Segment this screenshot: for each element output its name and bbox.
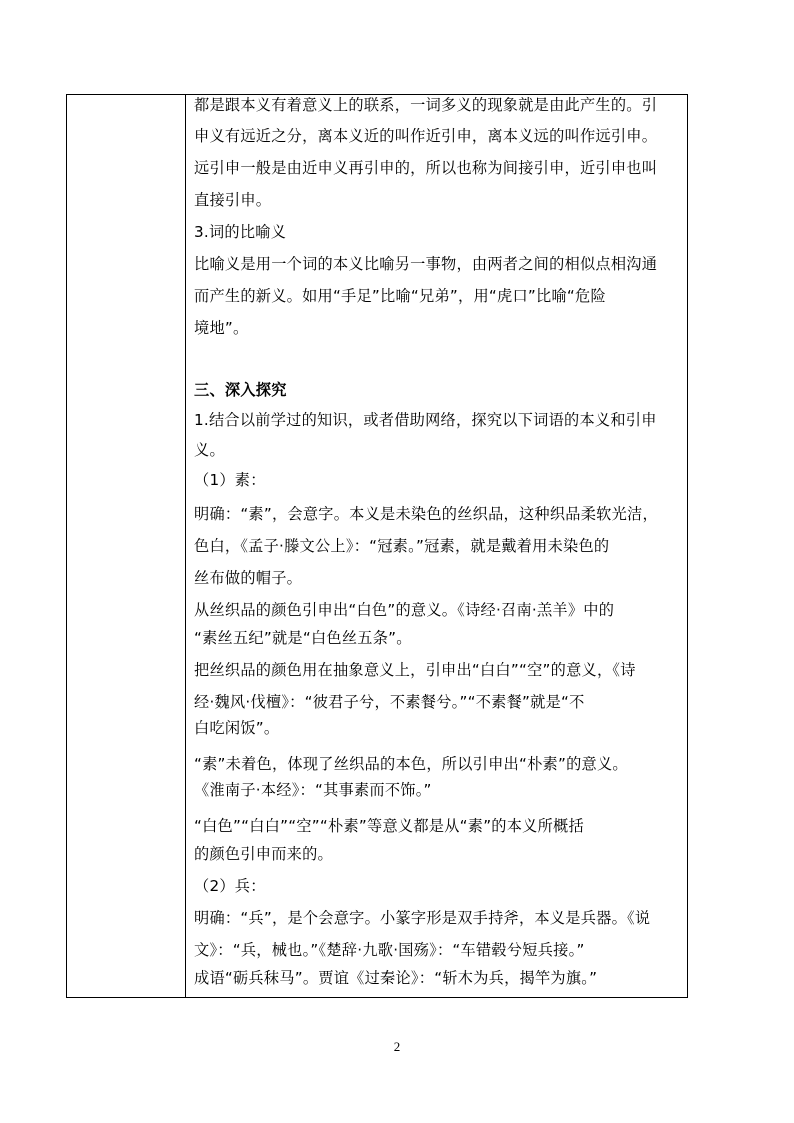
text-line: 的颜色引申而来的。 [194,845,333,863]
text-line: 直接引申。 [194,191,272,209]
text-line: “素”未着色，体现了丝织品的本色，所以引申出“朴素”的意义。 [194,755,628,773]
text-line: 明确：“素”，会意字。本义是未染色的丝织品，这种织品柔软光洁， [194,505,658,523]
text-line: 远引申一般是由近申义再引申的，所以也称为间接引申，近引申也叫 [194,159,658,177]
page-number: 2 [393,1039,401,1054]
text-line: 经·魏风·伐檀》：“彼君子兮，不素餐兮。”“不素餐”就是“不 [194,693,585,711]
sub-heading: （2）兵： [194,877,266,895]
text-line: 1.结合以前学过的知识，或者借助网络，探究以下词语的本义和引申 [194,411,657,429]
text-line: 从丝织品的颜色引申出“白色”的意义。《诗经·召南·羔羊》中的 [194,601,615,619]
text-line: 明确：“兵”，是个会意字。小篆字形是双手持斧，本义是兵器。《说 [194,909,651,927]
text-line: “素丝五纪”就是“白色丝五条”。 [194,629,412,647]
text-line: 《淮南子·本经》：“其事素而不饰。” [194,781,432,799]
text-line: 比喻义是用一个词的本义比喻另一事物，由两者之间的相似点相沟通 [194,255,658,273]
text-line: 白吃闲饭”。 [194,719,280,737]
text-line: 把丝织品的颜色用在抽象意义上，引申出“白白”“空”的意义，《诗 [194,661,636,679]
text-line: “白色”“白白”“空”“朴素”等意义都是从“素”的本义所概括 [194,817,584,835]
text-line: 境地”。 [194,319,249,337]
text-line: 都是跟本义有着意义上的联系，一词多义的现象就是由此产生的。引 [194,96,658,114]
table-left-cell [67,95,186,997]
sub-heading: （1）素： [194,471,266,489]
content-table [66,94,688,998]
text-line: 义。 [194,441,225,459]
section-heading: 三、深入探究 [194,381,287,399]
text-line: 申义有远近之分，离本义近的叫作近引申，离本义远的叫作远引申。 [194,127,658,145]
text-line: 文》：“兵，械也。”《楚辞·九歌·国殇》：“车错毂兮短兵接。” [194,941,585,959]
text-line: 而产生的新义。如用“手足”比喻“兄弟”，用“虎口”比喻“危险 [194,287,606,305]
text-line: 成语“砺兵秣马”。贾谊《过秦论》：“斩木为兵，揭竿为旗。” [194,969,598,987]
text-line: 色白，《孟子·滕文公上》：“冠素。”冠素，就是戴着用未染色的 [194,537,610,555]
text-line: 丝布做的帽子。 [194,569,303,587]
section-heading: 3.词的比喻义 [194,223,287,241]
